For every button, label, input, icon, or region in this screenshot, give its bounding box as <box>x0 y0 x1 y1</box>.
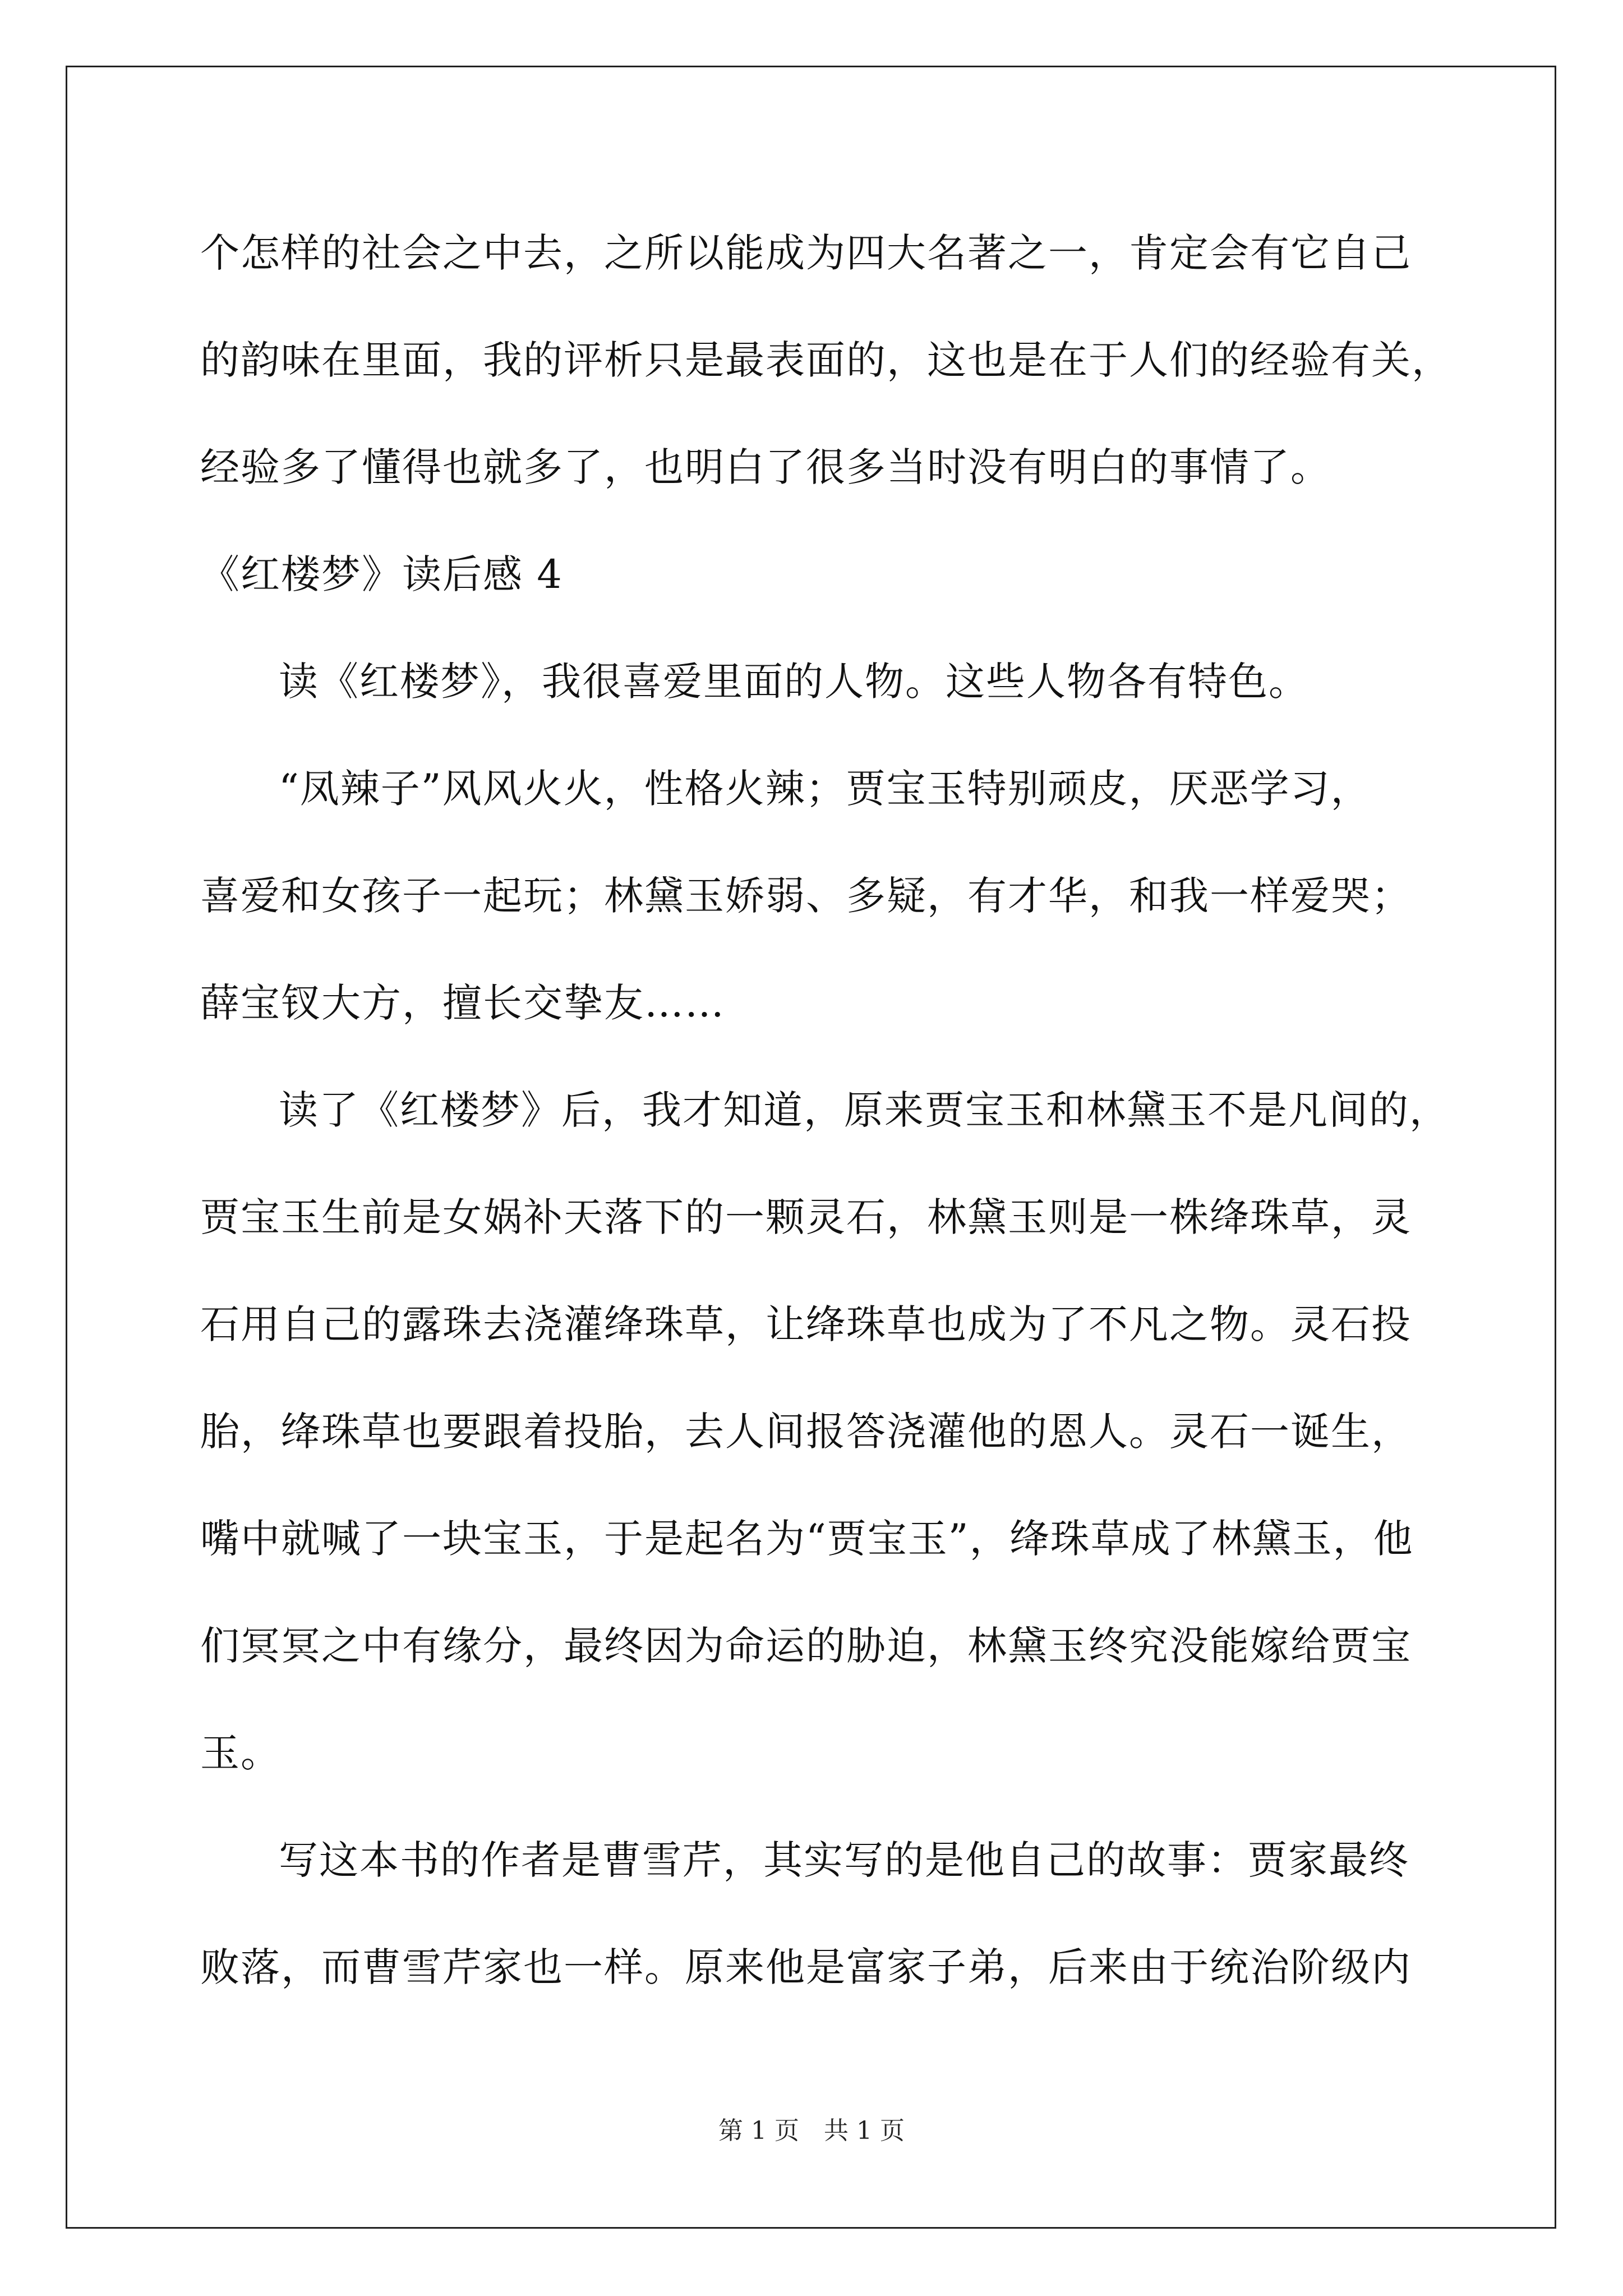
text-line-6: “凤辣子”风风火火，性格火辣；贾宝玉特别顽皮，厌恶学习， <box>279 766 1371 812</box>
text-line-5: 读《红楼梦》，我很喜爱里面的人物。这些人物各有特色。 <box>279 659 1309 705</box>
page-footer: 第 1 页 共 1 页 <box>718 2116 905 2145</box>
document-body <box>200 222 1451 2043</box>
text-line-1: 个怎样的社会之中去，之所以能成为四大名著之一，肯定会有它自己 <box>200 230 1412 276</box>
text-line-7: 喜爱和女孩子一起玩；林黛玉娇弱、多疑，有才华，和我一样爱哭； <box>200 873 1412 919</box>
text-line-3: 经验多了懂得也就多了，也明白了很多当时没有明白的事情了。 <box>200 444 1331 490</box>
text-line-10: 贾宝玉生前是女娲补天落下的一颗灵石，林黛玉则是一株绛珠草，灵 <box>200 1194 1412 1240</box>
text-line-12: 胎，绛珠草也要跟着投胎，去人间报答浇灌他的恩人。灵石一诞生， <box>200 1409 1412 1455</box>
text-line-9: 读了《红楼梦》后，我才知道，原来贾宝玉和林黛玉不是凡间的， <box>279 1087 1450 1133</box>
text-line-11: 石用自己的露珠去浇灌绛珠草，让绛珠草也成为了不凡之物。灵石投 <box>200 1301 1412 1347</box>
text-line-13: 嘴中就喊了一块宝玉，于是起名为“贾宝玉”，绛珠草成了林黛玉，他 <box>200 1516 1414 1562</box>
text-line-15: 玉。 <box>200 1730 281 1776</box>
text-line-2: 的韵味在里面，我的评析只是最表面的，这也是在于人们的经验有关， <box>200 337 1452 383</box>
text-line-16: 写这本书的作者是曹雪芹，其实写的是他自己的故事：贾家最终 <box>279 1837 1409 1883</box>
section-heading: 《红楼梦》读后感 4 <box>200 551 563 597</box>
text-line-14: 们冥冥之中有缘分，最终因为命运的胁迫，林黛玉终究没能嫁给贾宝 <box>200 1623 1412 1669</box>
text-line-8: 薛宝钗大方，擅长交挚友…… <box>200 980 725 1026</box>
text-line-17: 败落，而曹雪芹家也一样。原来他是富家子弟，后来由于统治阶级内 <box>200 1944 1412 1990</box>
